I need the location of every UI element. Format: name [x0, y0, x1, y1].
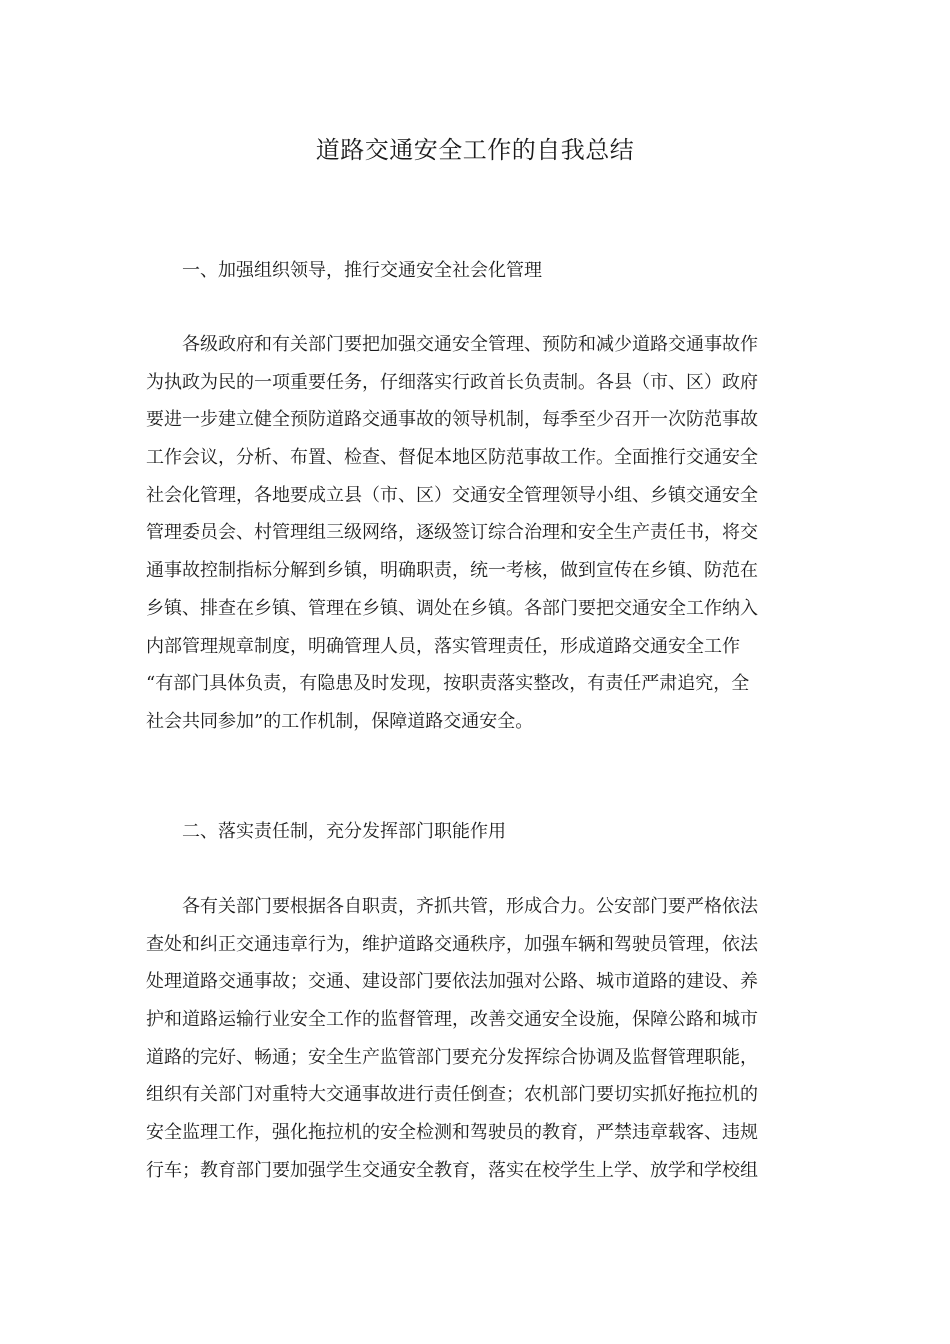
- section-heading-2: 二、落实责任制，充分发挥部门职能作用: [182, 821, 506, 842]
- paragraph-line: 处理道路交通事故；交通、建设部门要依法加强对公路、城市道路的建设、养: [146, 971, 758, 993]
- paragraph-line: 安全监理工作，强化拖拉机的安全检测和驾驶员的教育，严禁违章载客、违规: [146, 1122, 758, 1144]
- paragraph-line: 要进一步建立健全预防道路交通事故的领导机制，每季至少召开一次防范事故: [146, 409, 758, 431]
- paragraph-line: 社会化管理，各地要成立县（市、区）交通安全管理领导小组、乡镇交通安全: [146, 484, 758, 506]
- paragraph-line: 护和道路运输行业安全工作的监督管理，改善交通安全设施，保障公路和城市: [146, 1009, 758, 1031]
- page-title: 道路交通安全工作的自我总结: [315, 136, 635, 164]
- paragraph-line: 内部管理规章制度，明确管理人员，落实管理责任，形成道路交通安全工作: [146, 635, 740, 657]
- paragraph-line: 道路的完好、畅通；安全生产监管部门要充分发挥综合协调及监督管理职能，: [146, 1046, 758, 1068]
- section-heading-1: 一、加强组织领导，推行交通安全社会化管理: [182, 260, 542, 281]
- paragraph-line: 组织有关部门对重特大交通事故进行责任倒查；农机部门要切实抓好拖拉机的: [146, 1084, 758, 1106]
- paragraph-line: 各级政府和有关部门要把加强交通安全管理、预防和减少道路交通事故作: [182, 334, 758, 355]
- paragraph-1: [146, 330, 798, 745]
- paragraph-line: 社会共同参加”的工作机制，保障道路交通安全。: [146, 710, 534, 732]
- paragraph-line: 查处和纠正交通违章行为，维护道路交通秩序，加强车辆和驾驶员管理，依法: [146, 933, 758, 955]
- paragraph-line: “有部门具体负责，有隐患及时发现，按职责落实整改，有责任严肃追究，全: [146, 673, 750, 695]
- paragraph-line: 为执政为民的一项重要任务，仔细落实行政首长负责制。各县（市、区）政府: [146, 371, 758, 393]
- paragraph-line: 行车；教育部门要加强学生交通安全教育，落实在校学生上学、放学和学校组: [146, 1159, 758, 1181]
- paragraph-line: 乡镇、排查在乡镇、管理在乡镇、调处在乡镇。各部门要把交通安全工作纳入: [146, 597, 758, 619]
- paragraph-2: [146, 892, 798, 1194]
- paragraph-line: 通事故控制指标分解到乡镇，明确职责，统一考核，做到宣传在乡镇、防范在: [146, 560, 758, 582]
- paragraph-line: 各有关部门要根据各自职责，齐抓共管，形成合力。公安部门要严格依法: [182, 896, 758, 917]
- paragraph-line: 管理委员会、村管理组三级网络，逐级签订综合治理和安全生产责任书，将交: [146, 522, 758, 544]
- paragraph-line: 工作会议，分析、布置、检查、督促本地区防范事故工作。全面推行交通安全: [146, 447, 758, 469]
